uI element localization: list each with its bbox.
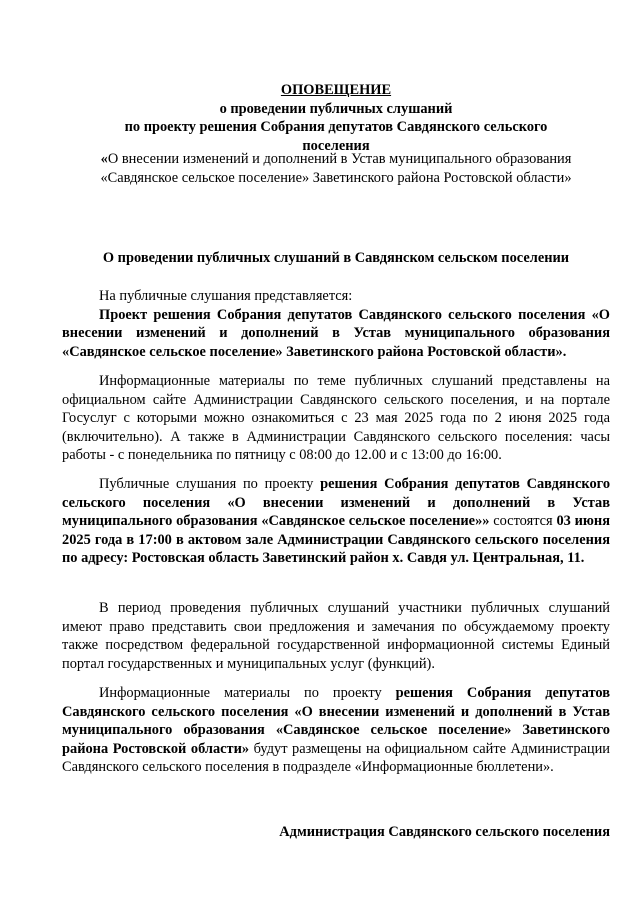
publication-project-title: решения Собрания депутатов Савдянского сельского поселения «О внесении изменений и дополнений в Устав муниципального образования «Савдянское сельское поселение» Заветинского района Ростовской области» bbox=[62, 685, 610, 757]
paragraph-project-intro: На публичные слушания представляется: bbox=[99, 288, 353, 304]
hearing-date-place: 03 июня 2025 года в 17:00 в актовом зале Администрации Савдянского сельского поселения по адресу: Ростовская область Заветинский район х. Савдя ул. Центральная, 11. bbox=[62, 513, 610, 567]
paragraph-project bbox=[62, 287, 610, 361]
notice-topic bbox=[62, 150, 610, 187]
hearing-project-title: решения Собрания депутатов Савдянского сельского поселения «О внесении изменений и дополнений в Устав муниципального образования «Савдянское сельское поселение»» bbox=[62, 476, 611, 530]
hearing-text-2: состоятся bbox=[489, 513, 557, 530]
publication-text-2: будут размещены на официальном сайте Администрации Савдянского сельского поселения в подразделе «Информационные бюллетени». bbox=[62, 740, 611, 776]
topic-open-quote: « bbox=[100, 151, 108, 167]
notice-header bbox=[62, 81, 610, 155]
topic-text: О внесении изменений и дополнений в Устав муниципального образования «Савдянское сельское поселение» Заветинского района Ростовской области» bbox=[100, 151, 572, 186]
hearing-text-1: Публичные слушания по проекту bbox=[99, 476, 321, 492]
notice-subtitle-line3: поселения bbox=[302, 137, 370, 154]
notice-subtitle-line1: о проведении публичных слушаний bbox=[219, 100, 453, 117]
paragraph-hearing-details bbox=[62, 475, 610, 568]
signature: Администрация Савдянского сельского поселения bbox=[279, 824, 610, 840]
paragraph-participants-rights: В период проведения публичных слушаний участники публичных слушаний имеют право представить свои предложения и замечания по обсуждаемому проекту также посредством федеральной государственной информационной системы Единый портал государственных и муниципальных услуг (функций). bbox=[62, 600, 610, 672]
paragraph-publication bbox=[62, 684, 610, 777]
notice-subtitle-line2: по проекту решения Собрания депутатов Савдянского сельского bbox=[124, 119, 548, 135]
notice-title: ОПОВЕЩЕНИЕ bbox=[280, 82, 392, 98]
section-title: О проведении публичных слушаний в Савдянском сельском поселении bbox=[102, 250, 570, 266]
publication-text-1: Информационные материалы по проекту bbox=[99, 685, 396, 701]
paragraph-project-title: Проект решения Собрания депутатов Савдянского сельского поселения «О внесении изменений и дополнений в Устав муниципального образования «Савдянское сельское поселение» Заветинского района Ростовской области». bbox=[62, 306, 610, 360]
paragraph-materials: Информационные материалы по теме публичных слушаний представлены на официальном сайте Администрации Савдянского сельского поселения, и на портале Госуслуг с которыми можно ознакомиться с 23 мая 2025 года по 2 июня 2025 года (включительно). А также в Администрации Савдянского сельского поселения: часы работы - с понедельника по пятницу с 08:00 до 12.00 и с 13:00 до 16:00. bbox=[62, 373, 610, 464]
